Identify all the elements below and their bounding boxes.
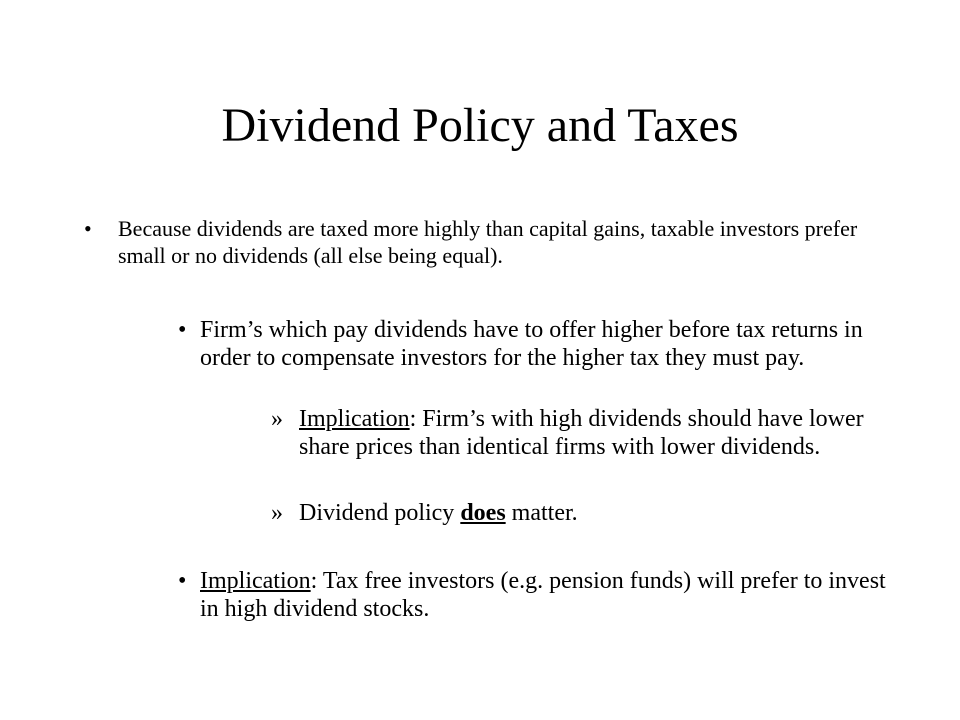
bullet-main-text: Because dividends are taxed more highly than capital gains, taxable investors prefer small or no dividends (all else being equal). bbox=[118, 216, 858, 268]
sub-bullet-icon: » bbox=[271, 406, 283, 432]
bullet-taxfree bbox=[178, 567, 890, 623]
bullet-taxfree-text bbox=[200, 567, 890, 623]
bullet-firms-text: Firm’s which pay dividends have to offer higher before tax returns in order to compensate investors for the higher tax they must pay. bbox=[200, 317, 863, 371]
bullet-icon: • bbox=[178, 317, 187, 343]
sub-bullet-implication bbox=[271, 405, 869, 461]
bullet-firms bbox=[178, 316, 890, 372]
taxfree-text: : Tax free investors (e.g. pension funds) will prefer to invest in high dividend stocks. bbox=[200, 568, 886, 622]
matter-before: Dividend policy bbox=[299, 500, 461, 526]
bullet-main bbox=[84, 215, 878, 269]
sub-bullet-implication-text bbox=[299, 405, 869, 461]
matter-after: matter. bbox=[505, 500, 578, 526]
taxfree-implication-label: Implication bbox=[200, 568, 311, 594]
sub-bullet-matter-text bbox=[299, 499, 869, 527]
matter-emphasis: does bbox=[460, 500, 506, 526]
implication-text: : Firm’s with high dividends should have lower share prices than identical firms with lower dividends. bbox=[299, 406, 864, 460]
slide-title: Dividend Policy and Taxes bbox=[221, 99, 739, 152]
bullet-icon: • bbox=[84, 216, 92, 241]
implication-label: Implication bbox=[299, 406, 410, 432]
sub-bullet-icon: » bbox=[271, 500, 283, 526]
bullet-icon: • bbox=[178, 568, 187, 594]
sub-bullet-matter bbox=[271, 499, 869, 527]
